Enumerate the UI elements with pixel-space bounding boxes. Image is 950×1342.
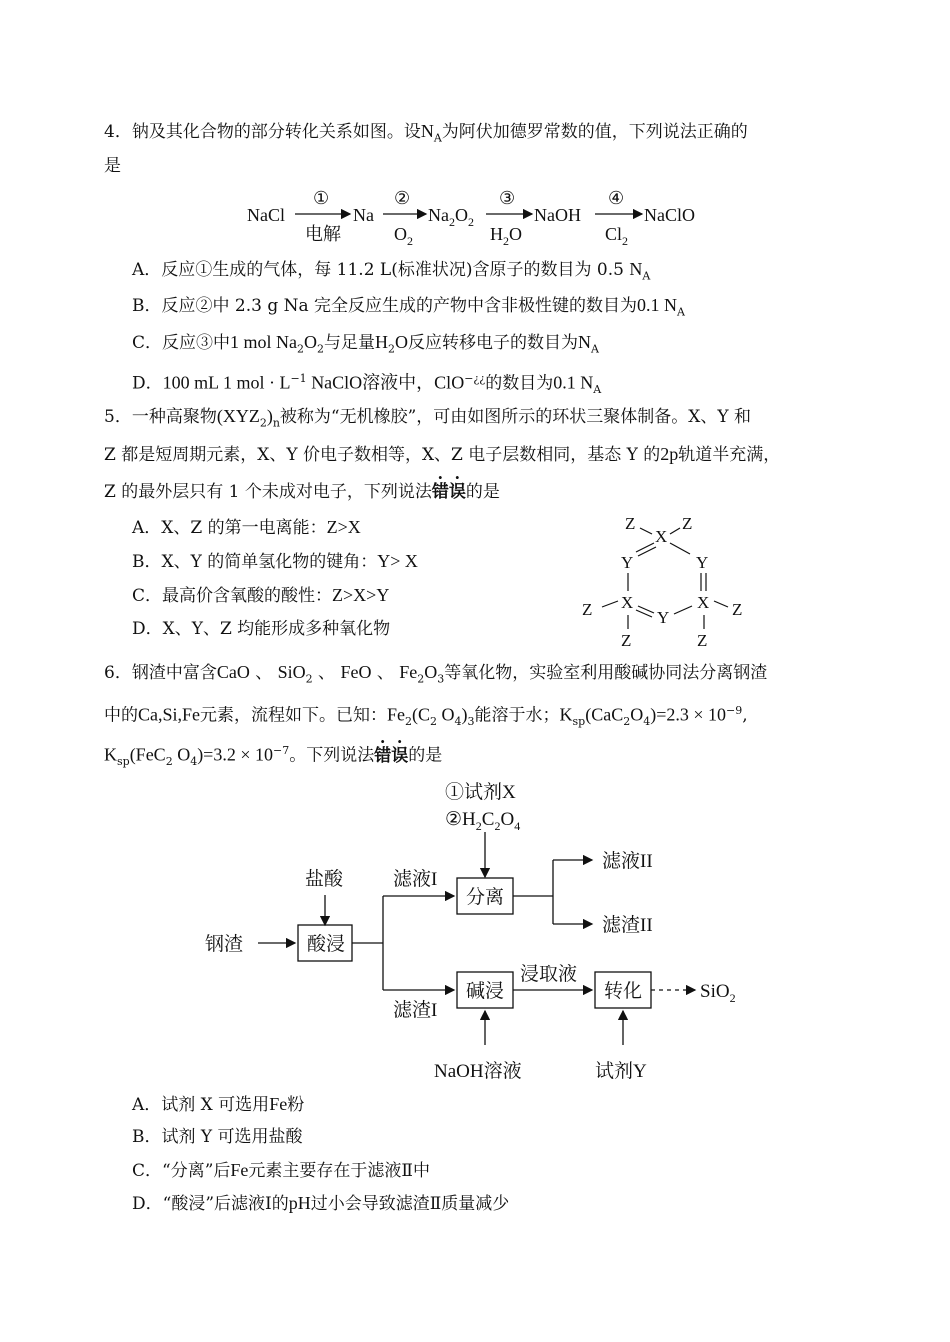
- label-reagent-y: 试剂Y: [595, 1061, 647, 1082]
- label-hcl: 盐酸: [305, 869, 344, 890]
- q5-option-c: C．最高价含氧酸的酸性：Z>X>Y: [132, 585, 390, 606]
- label-circled-4: ④: [608, 188, 625, 208]
- label-sio2: SiO$_2$: [700, 981, 736, 1005]
- atom-y: Y: [621, 553, 634, 572]
- label-reagent-h2c2o4: $②H_2C_2O_4$: [445, 809, 521, 833]
- emphasis-cuo: 错: [431, 482, 449, 502]
- q5-option-d: D．X、Y、Z 均能形成多种氧化物: [132, 619, 391, 639]
- atom-z: Z: [582, 600, 593, 619]
- q6-stem-line1: 6．钢渣中富含CaO 、 SiO$_2$ 、 FeO 、 $Fe_2O_3$等氧化物，实验室利用酸碱协同法分离钢渣: [104, 662, 768, 686]
- label-residue2: 滤渣II: [602, 915, 653, 936]
- species-na2o2: $Na_2O_2$: [428, 205, 474, 229]
- q5-stem-line3: Z 的最外层只有 1 个未成对电子，下列说法错误的是: [104, 482, 500, 502]
- label-residue1: 滤渣I: [393, 1000, 438, 1021]
- label-steel-slag: 钢渣: [205, 934, 244, 955]
- q6-option-d: D．“酸浸”后滤液Ⅰ的pH过小会导致滤渣Ⅱ质量减少: [132, 1193, 510, 1214]
- atom-y: Y: [657, 608, 670, 627]
- label-electrolysis: 电解: [305, 224, 341, 244]
- label-h2o: $H_2O$: [490, 224, 522, 248]
- q4-conversion-diagram: [0, 0, 950, 260]
- q4-option-c: C．反应③中1 mol $Na_2O_2$与足量$H_2O$反应转移电子的数目为$N_A$: [132, 332, 599, 356]
- q6-option-b: B．试剂 Y 可选用盐酸: [132, 1127, 303, 1147]
- emphasis-wu: 误: [448, 482, 466, 502]
- q4-option-b: B．反应②中 2.3 g Na 完全反应生成的产物中含非极性键的数目为0.1 $N_A$: [132, 295, 685, 319]
- label-circled-2: ②: [394, 188, 411, 208]
- q5-stem-line1: 5．一种高聚物$(XYZ_2)_n$被称为“无机橡胶”，可由如图所示的环状三聚体制备。X、Y 和: [104, 406, 752, 430]
- q5-ring-structure: [570, 505, 760, 655]
- atom-z: Z: [625, 514, 636, 533]
- q5-option-a: A．X、Z 的第一电离能：Z>X: [132, 517, 361, 538]
- label-circled-3: ③: [499, 188, 516, 208]
- label-acid-leach: 酸浸: [307, 934, 346, 955]
- emphasis-cuo: 错: [374, 745, 392, 766]
- atom-z: Z: [621, 631, 632, 650]
- q6-option-c: C．“分离”后Fe元素主要存在于滤液Ⅱ中: [132, 1160, 430, 1181]
- q5-stem-line2: Z 都是短周期元素，X、Y 价电子数相等，X、Z 电子层数相同，基态 Y 的2p轨道半充满，: [104, 444, 781, 465]
- label-separate: 分离: [466, 887, 505, 908]
- label-convert: 转化: [604, 981, 643, 1002]
- q4-option-a: A．反应①生成的气体，每 11.2 L(标准状况)含原子的数目为 0.5 $N_A$: [132, 259, 651, 283]
- species-naclo: NaClO: [644, 205, 695, 225]
- species-na: Na: [353, 205, 374, 225]
- atom-z: Z: [732, 600, 743, 619]
- atom-x: X: [621, 593, 634, 612]
- q6-stem-line2: 中的Ca,Si,Fe元素，流程如下。已知：$Fe_2(C_2$ $O_4)_3$能溶于水；$K_{sp}(CaC_2O_4)=2.3 \times 10^{-9}$,: [104, 704, 748, 729]
- label-leachate: 浸取液: [520, 964, 578, 985]
- species-nacl: NaCl: [247, 205, 285, 225]
- q4-stem-line1: 4．钠及其化合物的部分转化关系如图。设$N_A$为阿伏加德罗常数的值，下列说法正确的: [104, 121, 748, 145]
- label-alkali-leach: 碱浸: [466, 981, 505, 1002]
- q6-stem-line3: $K_{sp}(FeC_2$ $O_4)=3.2 \times 10^{-7}$。下列说法错误的是: [104, 744, 443, 769]
- label-reagent-x: ①试剂X: [445, 782, 516, 803]
- label-cl2: $Cl_2$: [605, 224, 629, 248]
- label-filtrate1: 滤液I: [393, 869, 438, 890]
- label-o2: $O_2$: [394, 224, 413, 248]
- atom-x: X: [655, 527, 668, 546]
- q5-option-b: B．X、Y 的简单氢化物的键角：Y> X: [132, 551, 418, 572]
- atom-y: Y: [696, 553, 709, 572]
- q6-flowchart: [0, 770, 950, 1090]
- label-filtrate2: 滤液II: [602, 851, 653, 872]
- atom-z: Z: [682, 514, 693, 533]
- label-naoh: NaOH溶液: [434, 1061, 522, 1082]
- atom-z: Z: [697, 631, 708, 650]
- emphasis-wu: 误: [391, 745, 409, 766]
- q6-option-a: A．试剂 X 可选用Fe粉: [132, 1094, 305, 1115]
- label-circled-1: ①: [313, 188, 330, 208]
- q4-option-d: D．100 mL 1 mol · $L^{-1}$ NaClO溶液中，ClO−¿¿的数目为0.1 $N_A$: [132, 372, 602, 397]
- atom-x: X: [697, 593, 710, 612]
- species-naoh: NaOH: [534, 205, 581, 225]
- q4-stem-line2: 是: [104, 156, 121, 176]
